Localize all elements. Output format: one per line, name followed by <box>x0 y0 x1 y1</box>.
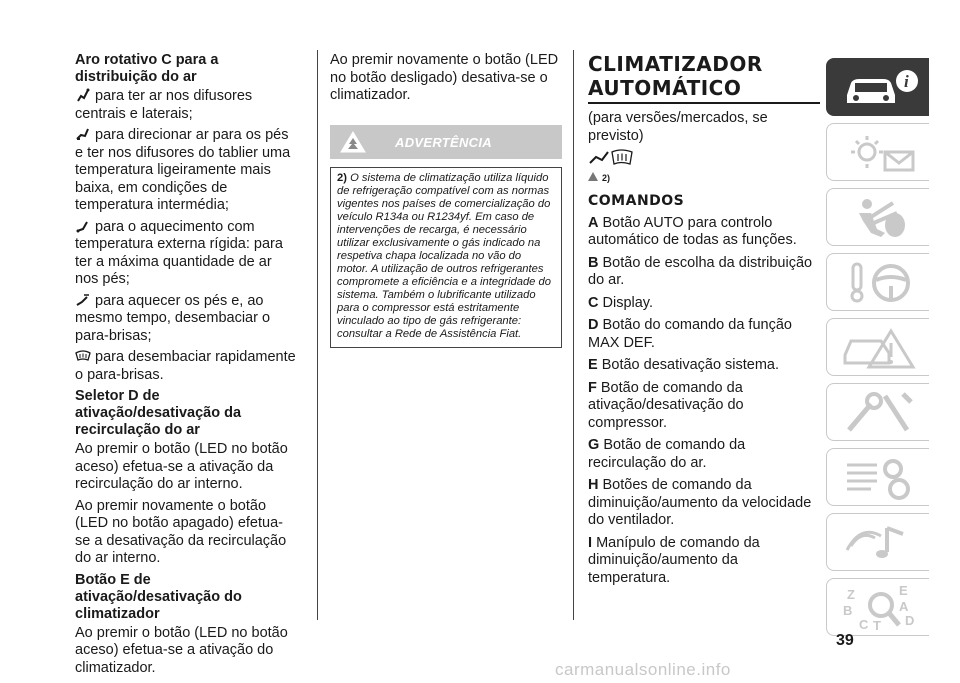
command-item: B Botão de escolha da distribuição do ar. <box>588 254 813 288</box>
command-item: A Botão AUTO para controlo automático de todas as funções. <box>588 214 797 248</box>
warning-triangle-icon <box>340 131 366 153</box>
command-item: G Botão de comando da recirculação do ar. <box>588 437 746 471</box>
list-item: para aquecer os pés e, ao mesmo tempo, desembaciar o para-brisas; <box>75 292 271 344</box>
air-vent-feet-icon <box>75 219 91 233</box>
warning-header <box>330 125 562 159</box>
technical-data-icon <box>841 455 921 501</box>
index-letter: A <box>899 599 909 614</box>
warning-lights-icon <box>841 130 921 176</box>
section-heading: Aro rotativo C para a distribuição do ar <box>75 52 219 85</box>
warning-text: O sistema de climatização utiliza líquido de refrigeração compatível com as normas vigentes nos países de comercialização do veículo R134a ou R1234yf. Em caso de intervenções de recarga, é necessário utilizar exclusivamente o gás indicado na respetiva chapa localizada no vão do motor. A utilização de outros refrigerantes compromete a eficiência e a integridade do sistema. Também o lubrificante utilizado para o compressor está estritamente vinculado ao tipo de gás refrigerante: consultar a Rede de Assistência Fiat. <box>337 171 551 340</box>
tab-emergency[interactable] <box>826 318 929 376</box>
tab-multimedia[interactable] <box>826 513 929 571</box>
column-divider <box>573 50 574 620</box>
command-item: F Botão de comando da ativação/desativação do compressor. <box>588 379 744 431</box>
tab-starting-driving[interactable] <box>826 253 929 311</box>
command-item: C Display. <box>588 294 654 311</box>
command-item: E Botão desativação sistema. <box>588 357 780 373</box>
tab-safety[interactable] <box>826 188 929 246</box>
maintenance-icon <box>841 390 921 436</box>
car-info-icon <box>841 65 921 111</box>
warning-small-icon <box>588 172 598 181</box>
air-vent-feet-windshield-icon <box>75 293 91 307</box>
climate-symbols <box>588 149 820 169</box>
warning-number: 2) <box>337 171 347 184</box>
tab-warning-lights[interactable] <box>826 123 929 181</box>
index-letter: C <box>859 617 869 631</box>
column-1 <box>75 52 297 681</box>
air-vent-face-feet-icon <box>75 127 91 141</box>
section-heading: Botão E de ativação/desativação do climatizador <box>75 571 242 622</box>
paragraph: Ao premir novamente o botão (LED no botão desligado) desativa-se o climatizador. <box>330 52 559 103</box>
subtitle: (para versões/mercados, se previsto) <box>588 110 768 144</box>
steering-start-icon <box>841 260 921 306</box>
tab-index[interactable] <box>826 578 929 636</box>
column-3 <box>588 52 820 592</box>
tab-maintenance[interactable] <box>826 383 929 441</box>
note-reference: 2) <box>588 169 820 185</box>
list-item: para desembaciar rapidamente o para-brisas. <box>75 349 296 383</box>
svg-text:i: i <box>904 72 909 91</box>
list-item: para direcionar ar para os pés e ter nos difusores do tablier uma temperatura ligeiramente mais baixa, em condições de temperatura intermédia; <box>75 127 291 213</box>
multimedia-icon <box>841 520 921 566</box>
commands-heading: COMANDOS <box>588 193 685 209</box>
index-letter: Z <box>847 587 855 602</box>
climate-control-icon <box>588 149 634 167</box>
command-item: D Botão do comando da função MAX DEF. <box>588 317 792 351</box>
command-item: I Manípulo de comando da diminuição/aumento da temperatura. <box>588 534 760 586</box>
command-item: H Botões de comando da diminuição/aumento da velocidade do ventilador. <box>588 477 812 528</box>
title-rule <box>588 102 820 104</box>
index-letter: T <box>873 618 881 631</box>
paragraph: Ao premir o botão (LED no botão aceso) efetua-se a ativação da recirculação do ar interno. <box>75 441 288 492</box>
air-vent-face-icon <box>75 88 91 102</box>
page-number: 39 <box>836 632 854 649</box>
chapter-tabs <box>826 58 929 643</box>
index-letter: D <box>905 613 915 628</box>
section-heading: Seletor D de ativação/desativação da recirculação do ar <box>75 388 242 438</box>
airbag-safety-icon <box>841 195 921 241</box>
list-item: para ter ar nos difusores centrais e laterais; <box>75 88 253 122</box>
list-item: para o aquecimento com temperatura externa rígida: para ter a máxima quantidade de ar nos pés; <box>75 218 283 287</box>
paragraph: Ao premir novamente o botão (LED no botão apagado) efetua-se a desativação da recirculação do ar interno. <box>75 497 287 566</box>
paragraph: Ao premir o botão (LED no botão aceso) efetua-se a ativação do climatizador. <box>75 624 288 676</box>
watermark: carmanualsonline.info <box>555 660 731 679</box>
column-2 <box>330 52 562 348</box>
index-letter: B <box>843 603 853 618</box>
index-icon <box>841 585 921 631</box>
tab-car-info[interactable] <box>826 58 929 116</box>
tab-technical-data[interactable] <box>826 448 929 506</box>
windshield-defrost-icon <box>75 349 91 363</box>
chapter-title: CLIMATIZADOR AUTOMÁTICO <box>588 52 763 100</box>
column-divider <box>317 50 318 620</box>
commands-list <box>588 215 820 588</box>
warning-box <box>330 167 562 348</box>
emergency-icon <box>841 325 921 371</box>
index-letter: E <box>899 585 908 598</box>
warning-title: ADVERTÊNCIA <box>395 134 492 150</box>
